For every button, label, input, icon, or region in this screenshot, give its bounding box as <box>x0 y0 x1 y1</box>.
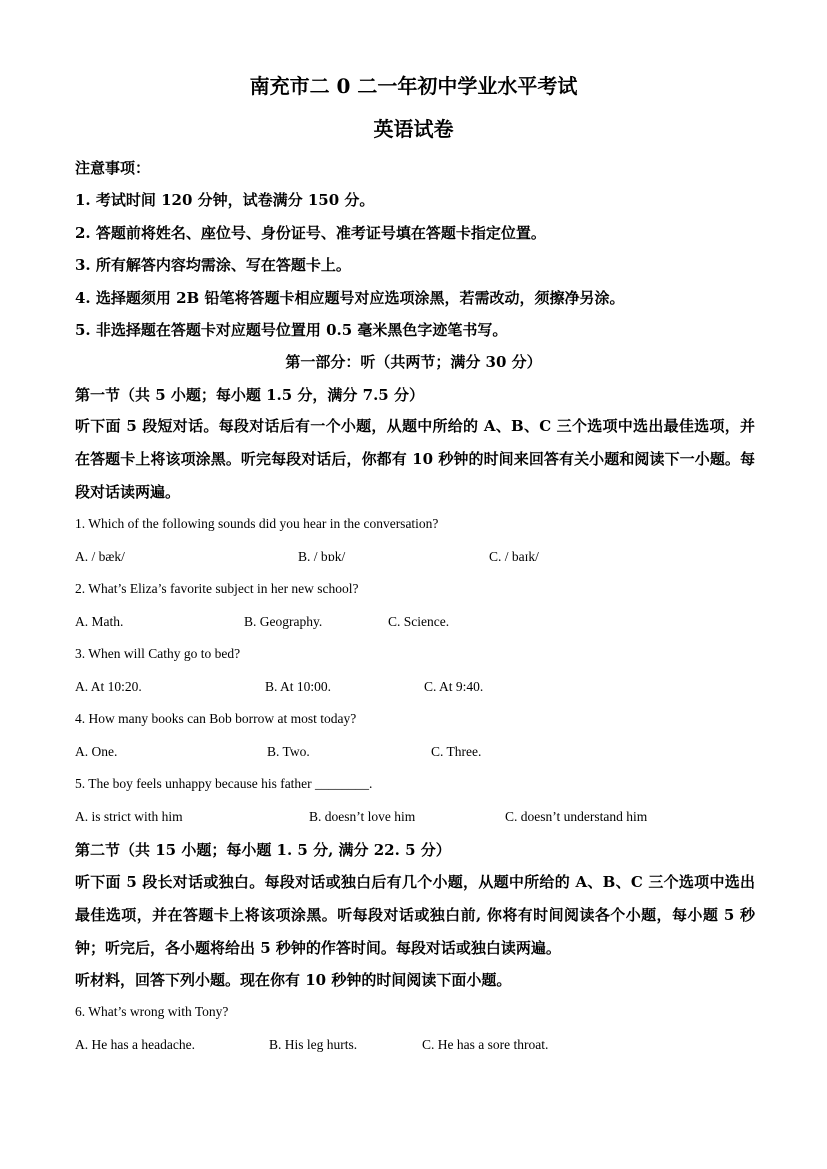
section1-instruction: 听下面 5 段短对话。每段对话后有一个小题，从题中所给的 A、B、C 三个选项中选出最佳选项，并在答题卡上将该项涂黑。听完每段对话后，你都有 10 秒钟的时间来回答有关小题和阅读下一小题。每段对话读两遍。 <box>75 417 755 501</box>
option-c: C. Science. <box>388 614 450 629</box>
note-item: 2. 答题前将姓名、座位号、身份证号、准考证号填在答题卡指定位置。 <box>75 224 546 242</box>
section1-heading: 第一节（共 5 小题；每小题 1.5 分，满分 7.5 分） <box>75 386 424 404</box>
option-b: B. His leg hurts. <box>269 1037 358 1052</box>
note-item: 4. 选择题须用 2B 铅笔将答题卡相应题号对应选项涂黑，若需改动，须擦净另涂。 <box>75 289 625 307</box>
option-c: C. He has a sore throat. <box>422 1037 549 1052</box>
question-3: 3. When will Cathy go to bed? <box>75 646 241 661</box>
option-b: B. Geography. <box>244 614 323 629</box>
section2-heading: 第二节（共 15 小题；每小题 1. 5 分, 满分 22. 5 分） <box>75 841 451 859</box>
option-c: C. / baɪk/ <box>489 549 539 564</box>
question-1: 1. Which of the following sounds did you hear in the conversation? <box>75 516 439 531</box>
part1-heading: 第一部分：听（共两节；满分 30 分） <box>285 353 542 371</box>
exam-subtitle: 英语试卷 <box>373 117 454 141</box>
option-b: B. / bɒk/ <box>298 549 346 564</box>
option-b: B. At 10:00. <box>265 679 332 694</box>
note-item: 3. 所有解答内容均需涂、写在答题卡上。 <box>75 256 351 274</box>
notes-heading: 注意事项： <box>75 159 151 177</box>
question-4: 4. How many books can Bob borrow at most today? <box>75 711 357 726</box>
section2-material-note: 听材料，回答下列小题。现在你有 10 秒钟的时间阅读下面小题。 <box>75 971 512 989</box>
option-a: A. Math. <box>75 614 124 629</box>
section2-instruction: 听下面 5 段长对话或独白。每段对话或独白后有几个小题，从题中所给的 A、B、C 三个选项中选出最佳选项，并在答题卡上将该项涂黑。听每段对话或独白前, 你将有时间阅读各个小题，每小题 5 秒钟；听完后，各小题将给出 5 秒钟的作答时间。每段对话或独白读两遍。 <box>75 873 755 957</box>
option-c: C. At 9:40. <box>424 679 484 694</box>
option-a: A. At 10:20. <box>75 679 142 694</box>
note-item: 1. 考试时间 120 分钟，试卷满分 150 分。 <box>75 191 375 209</box>
question-2: 2. What’s Eliza’s favorite subject in her new school? <box>75 581 359 596</box>
option-b: B. Two. <box>267 744 310 759</box>
note-item: 5. 非选择题在答题卡对应题号位置用 0.5 毫米黑色字迹笔书写。 <box>75 321 508 339</box>
option-a: A. / bæk/ <box>75 549 125 564</box>
option-c: C. doesn’t understand him <box>505 809 648 824</box>
option-a: A. He has a headache. <box>75 1037 195 1052</box>
exam-title: 南充市二 0 二一年初中学业水平考试 <box>249 74 578 98</box>
question-5: 5. The boy feels unhappy because his father ________. <box>75 776 373 791</box>
option-c: C. Three. <box>431 744 482 759</box>
option-a: A. is strict with him <box>75 809 183 824</box>
option-b: B. doesn’t love him <box>309 809 416 824</box>
question-6: 6. What’s wrong with Tony? <box>75 1004 229 1019</box>
option-a: A. One. <box>75 744 118 759</box>
